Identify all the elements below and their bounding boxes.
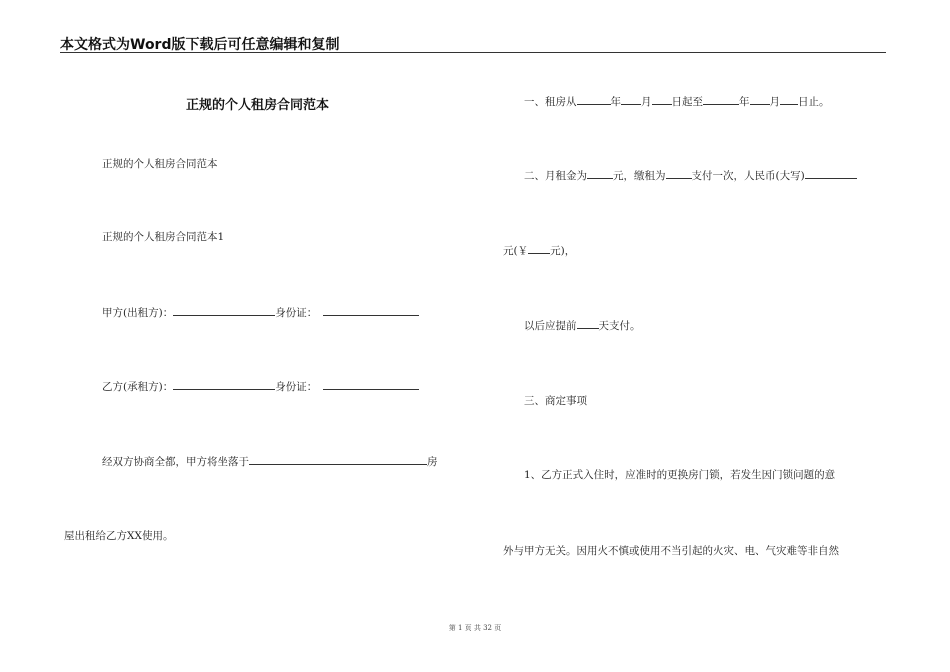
party-b-label: 乙方(承租方)： (102, 381, 174, 393)
s1-text-c: 月 (641, 96, 652, 108)
s2-text-c: 支付一次，人民币(大写) (691, 170, 805, 182)
s1-text-g: 日止。 (798, 96, 830, 108)
rmb-uppercase-blank (805, 168, 857, 179)
s1-text-b: 年 (610, 96, 621, 108)
s2-cont-text-a: 元(￥ (503, 245, 529, 257)
s1-text-d: 日起至 (671, 96, 703, 108)
party-b-id-blank (323, 379, 419, 390)
end-year-blank (703, 94, 739, 105)
section-3-heading: 三、商定事项 (524, 395, 587, 407)
negotiate-prefix: 经双方协商全都，甲方将坐落于 (102, 456, 249, 468)
start-day-blank (652, 94, 672, 105)
s2-text-a: 二、月租金为 (524, 170, 587, 182)
section-2-continued (503, 243, 575, 258)
party-a-id-blank (323, 305, 419, 316)
negotiate-line (102, 454, 438, 469)
payment-advance-line (524, 318, 641, 333)
advance-days-blank (577, 318, 599, 329)
end-month-blank (750, 94, 770, 105)
end-day-blank (780, 94, 798, 105)
party-a-blank (173, 305, 275, 316)
party-b-id-label: 身份证： (275, 381, 318, 393)
section-1-line (524, 94, 830, 109)
rmb-amount-blank (528, 243, 550, 254)
header-divider (60, 52, 886, 53)
section-2-line (524, 168, 857, 183)
party-a-label: 甲方(出租方)： (102, 307, 174, 319)
left-paragraph-2: 正规的个人租房合同范本1 (102, 231, 225, 243)
header-title: 本文格式为Word版下载后可任意编辑和复制 (60, 37, 340, 53)
item-1-line: 1、乙方正式入住时，应准时的更换房门锁，若发生因门锁问题的意 (524, 469, 836, 481)
party-b-blank (173, 379, 275, 390)
page-number: 第 1 页 共 32 页 (448, 624, 502, 632)
s2-text-b: 元，缴租为 (613, 170, 666, 182)
start-month-blank (621, 94, 641, 105)
rent-use-line: 屋出租给乙方XX使用。 (64, 530, 174, 542)
advance-text-a: 以后应提前 (524, 320, 577, 332)
item-1-continued: 外与甲方无关。因用火不慎或使用不当引起的火灾、电、气灾难等非自然 (503, 545, 839, 557)
party-a-id-label: 身份证： (275, 307, 318, 319)
s1-text-a: 一、租房从 (524, 96, 577, 108)
left-paragraph-1: 正规的个人租房合同范本 (102, 158, 218, 170)
property-location-blank (249, 454, 427, 465)
party-a-line (102, 305, 419, 320)
monthly-rent-blank (587, 168, 613, 179)
start-year-blank (577, 94, 611, 105)
s1-text-f: 月 (769, 96, 780, 108)
party-b-line (102, 379, 419, 394)
advance-text-b: 天支付。 (598, 320, 641, 332)
s2-cont-text-b: 元)， (550, 245, 576, 257)
payment-period-blank (666, 168, 692, 179)
negotiate-suffix: 房 (427, 456, 438, 468)
document-title: 正规的个人租房合同范本 (186, 98, 330, 113)
s1-text-e: 年 (739, 96, 750, 108)
